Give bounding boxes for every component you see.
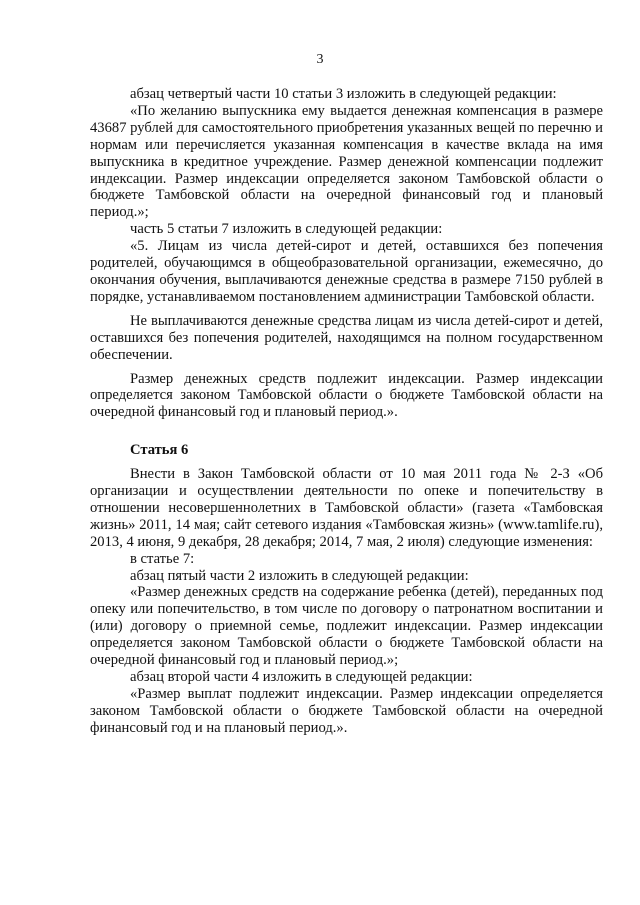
paragraph-8: в статье 7: (130, 550, 195, 567)
article-heading: Статья 6 (130, 442, 189, 459)
paragraph-7: Внести в Закон Тамбовской области от 10 мая 2011 года № 2-З «Об организации и осуществлении деятельности по опеке и попечительству в отношении несовершеннолетних в Тамбовской области» (газета «Тамбовская жизнь» 2011, 14 мая; сайт сетевого издания «Тамбовская жизнь» (www.tamlife.ru), 2013, 4 июня, 9 декабря, 28 декабря; 2014, 7 мая, 2 июля) следующие изменения: (90, 466, 603, 550)
paragraph-2: «По желанию выпускника ему выдается денежная компенсация в размере 43687 рублей для самостоятельного приобретения указанных вещей по перечню и нормам или перечисляется указанная компенсация в качестве вклада на имя выпускника в кредитное учреждение. Размер денежной компенсации подлежит индексации. Размер индексации определяется законом Тамбовской области о бюджете Тамбовской области на очередной финансовый год и плановый период.»; (90, 102, 603, 221)
document-body (90, 86, 603, 737)
paragraph-4: «5. Лицам из числа детей-сирот и детей, оставшихся без попечения родителей, обучающимся в общеобразовательной организации, ежемесячно, до окончания обучения, выплачиваются денежные средства в размере 7150 рублей в порядке, устанавливаемом постановлением администрации Тамбовской области. (90, 238, 603, 305)
page-number: 3 (316, 52, 324, 67)
paragraph-6: Размер денежных средств подлежит индексации. Размер индексации определяется законом Тамбовской области о бюджете Тамбовской области на очередной финансовый год и плановый период.». (90, 370, 603, 421)
paragraph-10: «Размер денежных средств на содержание ребенка (детей), переданных под опеку или попечительство, в том числе по договору о патронатном воспитании и (или) договору о приемной семье, подлежит индексации. Размер индексации определяется законом Тамбовской области о бюджете Тамбовской области на очередной финансовый год и плановый период.»; (90, 584, 603, 669)
paragraph-9: абзац пятый части 2 изложить в следующей редакции: (130, 567, 469, 584)
paragraph-1: абзац четвертый части 10 статьи 3 изложить в следующей редакции: (130, 86, 557, 102)
paragraph-3: часть 5 статьи 7 изложить в следующей редакции: (130, 221, 443, 238)
paragraph-12: «Размер выплат подлежит индексации. Размер индексации определяется законом Тамбовской области о бюджете Тамбовской области на очередной финансовый год и на плановый период.». (90, 685, 603, 736)
paragraph-5: Не выплачиваются денежные средства лицам из числа детей-сирот и детей, оставшихся без попечения родителей, находящимся на полном государственном обеспечении. (90, 312, 603, 363)
paragraph-11: абзац второй части 4 изложить в следующей редакции: (130, 669, 473, 685)
